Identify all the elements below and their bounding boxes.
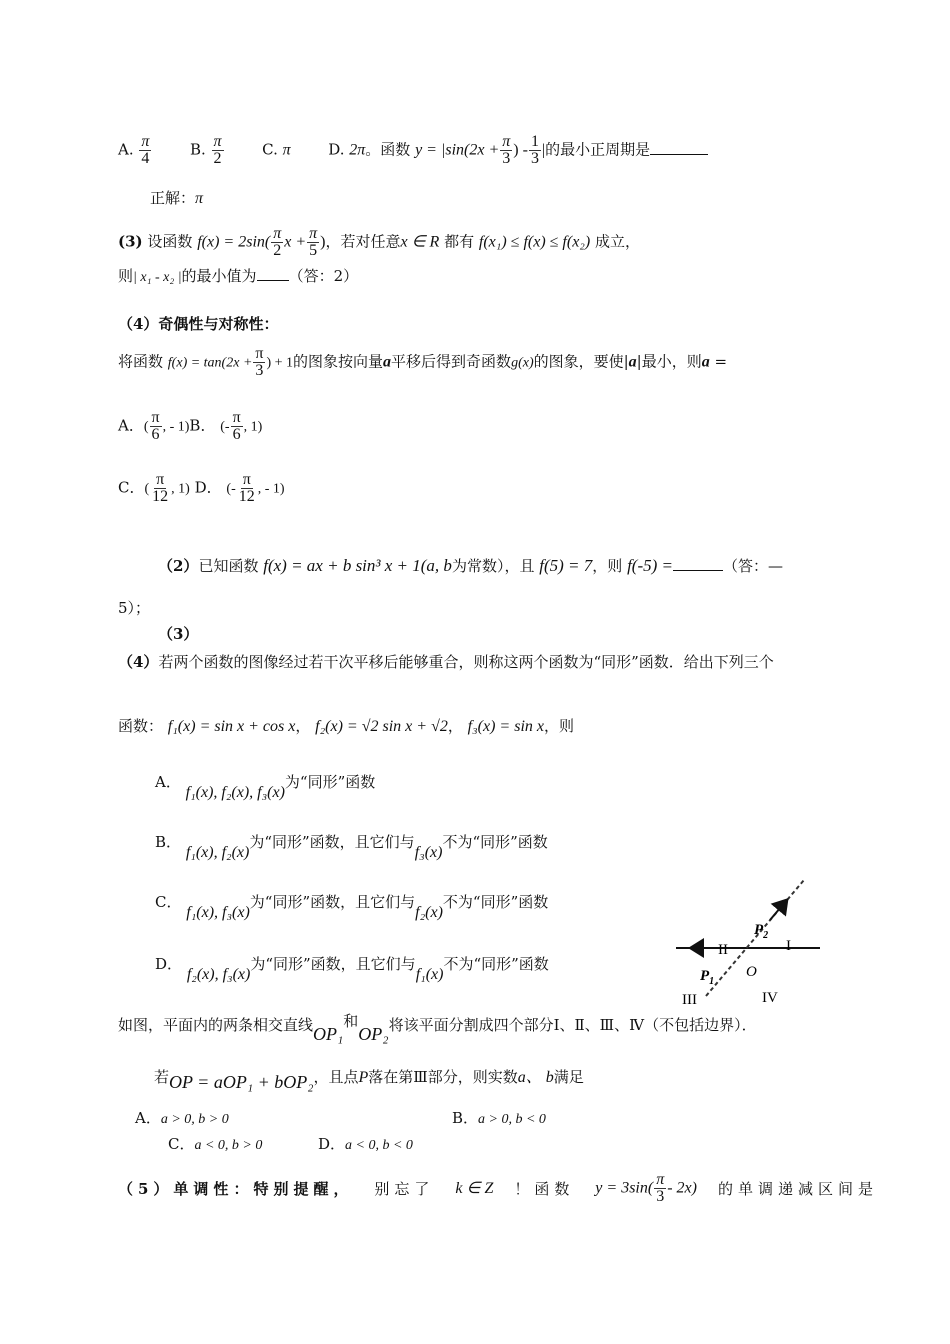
q-shift-opt-b-post: , 1) [243, 419, 263, 435]
q4b-option-b[interactable] [155, 832, 548, 861]
q4b-opt-a-text: 为“同形”函数 [284, 773, 376, 791]
q-shift-opt-d-pre: (- [226, 481, 236, 497]
q-shift-frac: $\frac{\pi}{3}$ [255, 345, 264, 379]
q-vec-opt-d: a < 0, b < 0 [345, 1138, 413, 1153]
q-shift-opt-c-label: C． [118, 478, 145, 497]
q-vec-opt-a-label: A． [135, 1109, 161, 1127]
q2b-line1 [158, 556, 783, 576]
q3-text4: 成立， [594, 232, 640, 251]
label-region-ii: II [718, 942, 728, 958]
q-vec-op1: OP₁ [313, 1024, 344, 1044]
q1-opt-b-fraction: $\frac{\pi}{2}$ [213, 133, 222, 167]
q4b-opt-d-text2: 不为“同形”函数 [443, 955, 549, 973]
q-vec-text3: ，且点 [313, 1068, 359, 1086]
q2b-number: （2） [158, 557, 199, 575]
q-shift-opt-b-frac: $\frac{\pi}{6}$ [232, 409, 241, 443]
q3-answer-blank[interactable] [257, 280, 289, 281]
q-vec-opt-b-label: B． [452, 1109, 479, 1127]
section5-title: （5）单调性：特别提醒， [118, 1179, 354, 1198]
q-shift-text3: 平移后得到奇函数 [391, 352, 512, 371]
ans1-value: π [195, 190, 204, 207]
q4b-opt-b-funcs: f₁(x), f₂(x) [185, 844, 250, 861]
q-vec-option-c[interactable] [168, 1134, 262, 1156]
q-vec-opt-c-label: C． [168, 1135, 195, 1153]
label-region-iv: IV [762, 990, 778, 1006]
q-shift-options-ab [118, 410, 262, 443]
region-figure [670, 872, 830, 1012]
q4b-opt-c-text2: 不为“同形”函数 [442, 893, 549, 911]
q-vec-text1: 如图，平面内的两条相交直线 [118, 1016, 314, 1034]
q1-opt-d-label: D. [328, 140, 345, 159]
q2b-answer2: 5）； [118, 599, 151, 617]
q-shift-opt-b-label: B． [189, 416, 216, 435]
q-vec-expr: OP = aOP₁ + bOP₂ [169, 1072, 314, 1092]
q-vec-option-a[interactable] [135, 1108, 229, 1130]
q-vec-if: 若 [154, 1068, 170, 1086]
q-vec-text2: 将该平面分割成四个部分Ⅰ、Ⅱ、Ⅲ、Ⅳ（不包括边界）． [388, 1016, 757, 1034]
label-p2: $P_2$ [754, 922, 769, 941]
q2b-answer1: （答：— [723, 557, 784, 575]
q-vec-opt-c: a < 0, b > 0 [194, 1138, 263, 1153]
q4b-opt-d-text1: 为“同形”函数，且它们与 [250, 955, 416, 973]
q-shift-text6: = [709, 352, 728, 371]
q1-func-mid: ) - [513, 141, 528, 159]
q3-func-pre: f(x) = 2sin( [197, 233, 271, 251]
q3-frac1: $\frac{\pi}{2}$ [273, 225, 282, 259]
q-vec-op2: OP₂ [358, 1024, 389, 1044]
q3-text3: 都有 [444, 232, 475, 251]
q-vec-and: 和 [343, 1012, 359, 1030]
q4b-opt-d-other: f₁(x) [415, 966, 444, 983]
q1-func-frac1: $\frac{\pi}{3}$ [502, 133, 511, 167]
q-shift-opt-c-frac: $\frac{\pi}{12}$ [152, 471, 169, 505]
q4b-line1 [118, 652, 774, 672]
section4-title: （4）奇偶性与对称性： [118, 315, 279, 333]
section5-frac: $\frac{\pi}{3}$ [656, 1171, 665, 1205]
q3-text1: 设函数 [147, 232, 193, 251]
q4b-option-a[interactable] [155, 772, 376, 801]
ans1-line [150, 188, 203, 209]
q3-inequality: f(x₁) ≤ f(x) ≤ f(x₂) [478, 233, 591, 251]
q1-opt-c-label: C. [262, 140, 278, 159]
q3b-number: （3） [158, 625, 199, 643]
q-shift-opt-d-post: , - 1) [257, 481, 285, 497]
q2b-text3: ，则 [592, 557, 623, 575]
q4b-opt-c-other: f₂(x) [415, 904, 443, 921]
q4b-line2 [118, 716, 574, 737]
section5-func: y = 3sin( $\frac{\pi}{3}$ - 2x) [595, 1171, 697, 1205]
q3-text2: ，若对任意 [325, 232, 401, 251]
q4b-opt-d-funcs: f₂(x), f₃(x) [186, 966, 251, 983]
section5-text2: ！函数 [514, 1179, 575, 1198]
section5-text3: 的单调递减区间是 [717, 1179, 878, 1198]
q4b-option-c[interactable] [155, 892, 549, 921]
q-vec-ab: a、 b [517, 1069, 554, 1086]
q-vec-option-b[interactable] [452, 1108, 546, 1130]
q1-opt-c-value: π [282, 141, 291, 159]
label-origin: O [746, 964, 757, 980]
q4b-sep2: ， [447, 717, 463, 735]
q-shift-opt-a-frac: $\frac{\pi}{6}$ [151, 409, 160, 443]
q2b-answer-blank[interactable] [673, 570, 723, 571]
q4b-text2: 函数： [118, 717, 164, 735]
label-region-iii: III [682, 992, 697, 1008]
q3-answer: （答：2） [288, 267, 359, 285]
q4b-then: ，则 [544, 717, 575, 735]
q4b-f3: f₃(x) = sin x [467, 718, 544, 735]
q-shift-opt-c-post: , 1) [171, 481, 190, 497]
q4b-opt-c-text1: 为“同形”函数，且它们与 [249, 893, 416, 911]
q-shift-func-post: ) + 1 [266, 355, 294, 371]
q4b-opt-b-text1: 为“同形”函数，且它们与 [249, 833, 415, 851]
q-shift-opt-a-label: A． [118, 416, 144, 435]
q-shift-opt-a-post: , - 1) [162, 419, 190, 435]
q-shift-gx: g(x) [511, 355, 534, 371]
ans1-label: 正解： [150, 189, 196, 207]
q4b-opt-d-label: D． [155, 955, 183, 973]
q4b-opt-b-other: f₃(x) [414, 844, 443, 861]
q-vec-opt-d-label: D． [318, 1135, 346, 1153]
q1-opt-a-fraction: $\frac{\pi}{4}$ [141, 133, 150, 167]
q-shift-opt-b-pre: (- [220, 419, 230, 435]
q1-opt-a-label: A. [118, 140, 134, 159]
q1-func-frac2: $\frac{1}{3}$ [530, 133, 539, 167]
label-p1: $P_1$ [700, 968, 715, 987]
q3-line2-pre: 则 [118, 267, 134, 285]
section5-text1: 别忘了 [374, 1179, 435, 1198]
q-shift-opt-a-pre: ( [143, 419, 149, 435]
q3-line2-post: 的最小值为 [181, 267, 257, 285]
q3-func-mid: x + [284, 233, 307, 251]
q3-func-close: ) [320, 233, 326, 251]
q1-opt-d-value: 2π [349, 141, 366, 159]
q4b-opt-c-label: C． [155, 893, 182, 911]
q-shift-text1: 将函数 [118, 352, 164, 371]
q-vec-line2 [154, 1066, 584, 1092]
q3-line1 [118, 226, 640, 259]
q-vec-p: P [358, 1069, 369, 1086]
section5-line [118, 1172, 878, 1205]
q-shift-text5: |最小，则 [636, 352, 702, 371]
q3-frac2: $\frac{\pi}{5}$ [309, 225, 318, 259]
q-vec-text4: 落在第Ⅲ部分，则实数 [368, 1068, 518, 1086]
q-vec-text5: 满足 [553, 1068, 584, 1086]
section5-kz: k ∈ Z [455, 1179, 494, 1197]
q-vec-line1 [118, 1012, 757, 1044]
q1-tail: 的最小正周期是 [545, 140, 651, 159]
q4b-f1: f₁(x) = sin x + cos x [167, 718, 296, 735]
q4b-opt-a-funcs: f₁(x), f₂(x), f₃(x) [185, 784, 285, 801]
q4b-option-d[interactable] [155, 954, 549, 983]
q4b-sep1: ， [295, 717, 311, 735]
q-shift-opt-d-label: D． [194, 478, 222, 497]
q-shift-opt-c-pre: ( [144, 481, 150, 497]
q4b-opt-b-text2: 不为“同形”函数 [442, 833, 548, 851]
q1-line [118, 134, 708, 167]
q4b-f2: f₂(x) = √2 sin x + √2 [315, 718, 448, 735]
q3-abs: | x₁ - x₂ | [133, 270, 182, 285]
q3-line2 [118, 266, 358, 288]
label-region-i: I [786, 938, 791, 954]
q-shift-text4: 的图象，要使| [533, 352, 629, 371]
q-shift-line [118, 346, 727, 379]
q3-condition: x ∈ R [400, 233, 440, 251]
q-shift-vector-ask: a [701, 353, 710, 371]
q-vec-opt-a: a > 0, b > 0 [160, 1112, 229, 1127]
q1-func-post: | [541, 141, 546, 159]
q4b-text1: 若两个函数的图像经过若干次平移后能够重合，则称这两个函数为“同形”函数．给出下列三个 [158, 653, 774, 671]
q2b-text2: 为常数），且 [451, 557, 535, 575]
q1-opt-b-label: B. [189, 140, 206, 159]
q4b-number: （4） [118, 653, 159, 671]
q3-number: (3) [118, 232, 143, 251]
q4b-opt-b-label: B． [155, 833, 182, 851]
q2b-ask: f(-5) = [627, 556, 673, 575]
q-shift-text2: 的图象按向量 [293, 352, 384, 371]
q1-separator: 。函数 [365, 140, 411, 159]
q-shift-func-pre: f(x) = tan(2x + [167, 355, 253, 371]
q1-answer-blank[interactable] [650, 154, 708, 155]
op2-arrow [770, 901, 786, 920]
q2b-func: f(x) = ax + b sin³ x + 1(a, b [263, 556, 452, 575]
q-vec-opt-b: a > 0, b < 0 [478, 1112, 546, 1127]
q2b-given: f(5) = 7 [539, 556, 593, 575]
q2b-text1: 已知函数 [198, 557, 259, 575]
q-vec-option-d[interactable] [318, 1134, 413, 1156]
q4b-opt-c-funcs: f₁(x), f₃(x) [186, 904, 250, 921]
q1-func-pre: y = |sin(2x + [415, 141, 500, 159]
q4b-opt-a-label: A． [155, 773, 181, 791]
q-shift-opt-d-frac: $\frac{\pi}{12}$ [238, 471, 255, 505]
q-shift-options-cd [118, 472, 285, 505]
q-shift-vector-abs: a [628, 353, 637, 371]
q-shift-vector: a [383, 353, 392, 371]
